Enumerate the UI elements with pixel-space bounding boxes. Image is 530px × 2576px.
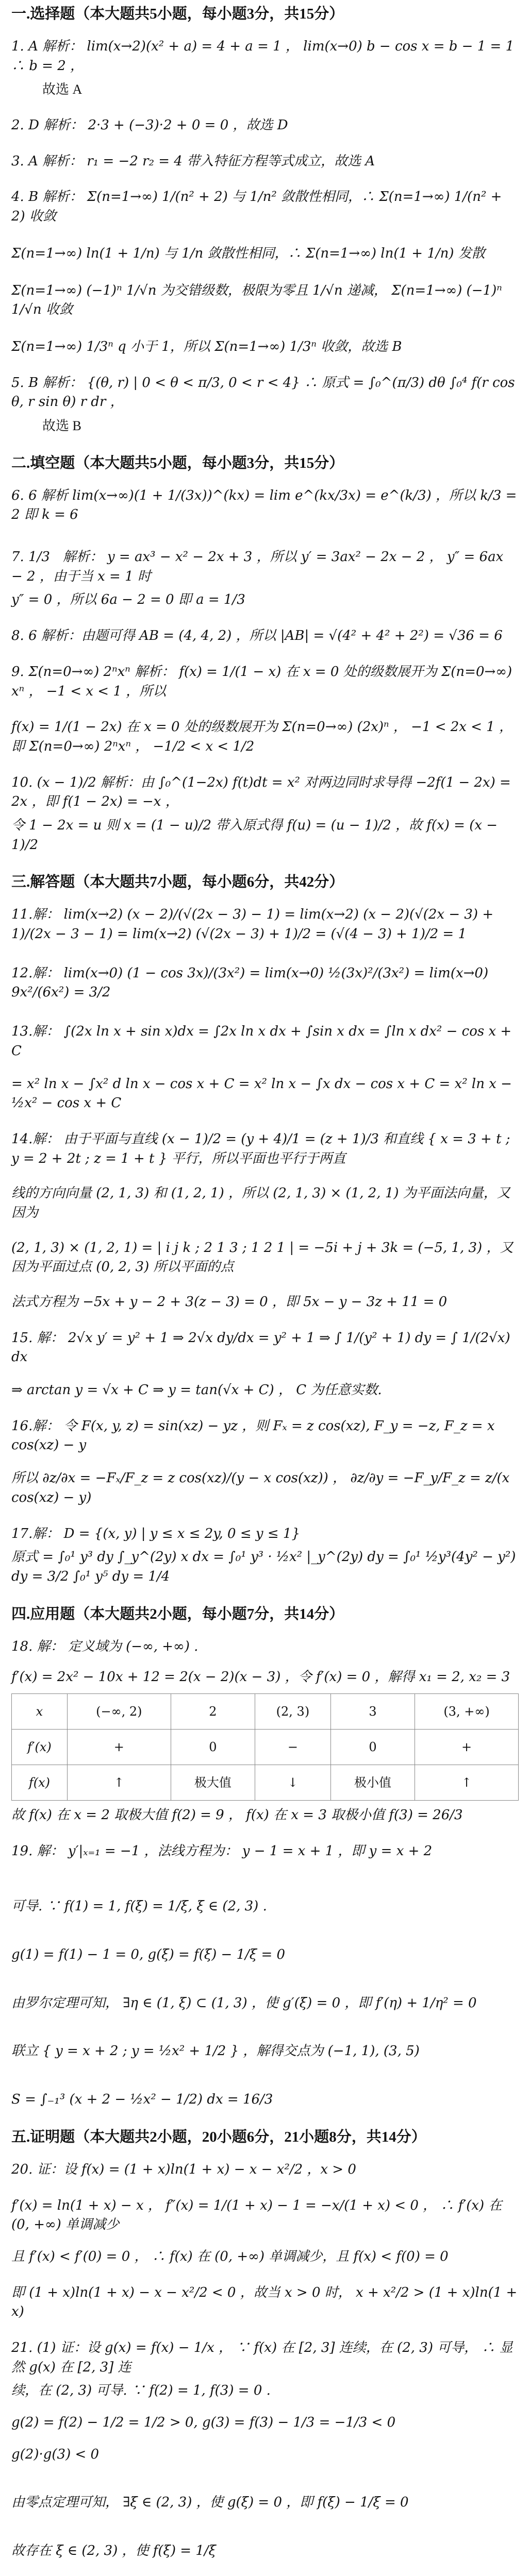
table-cell: (3, +∞) <box>415 1694 519 1730</box>
answer-20-line-2: f′(x) = ln(1 + x) − x ， f″(x) = 1/(1 + x) − 1 = −x/(1 + x) < 0 ， ∴ f′(x) 在 (0, +∞) 单调减少 <box>11 2197 502 2233</box>
answer-9 <box>11 663 519 757</box>
answer-12 <box>11 964 519 1003</box>
answer-21-line-3: g(2) = f(2) − 1/2 = 1/2 > 0, g(3) = f(3) − 1/3 = −1/3 < 0 <box>11 2415 396 2431</box>
table-cell: + <box>415 1730 519 1765</box>
answer-4-line-3: Σ(n=1→∞) (−1)ⁿ 1/√n 为交错级数，极限为零且 1/√n 递减， Σ(n=1→∞) (−1)ⁿ 1/√n 收敛 <box>11 282 502 318</box>
answer-17-line-1: 17.解： D = {(x, y) | y ≤ x ≤ 2y, 0 ≤ y ≤ 1} <box>11 1526 301 1541</box>
monotonicity-table <box>11 1693 519 1801</box>
section-heading-choice: 一.选择题（本大题共5小题，每小题3分，共15分） <box>11 6 344 22</box>
answer-6-line: 6. 6 解析 lim(x→∞)(1 + 1/(3x))^(kx) = lim e^(kx/3x) = e^(k/3) ，所以 k/3 = 2 即 k = 6 <box>11 487 517 523</box>
answer-18-line-1: 18. 解： 定义域为 (−∞, +∞) . <box>11 1638 198 1654</box>
answer-21-line-6: 故存在 ξ ∈ (2, 3) ，使 f(ξ) = 1/ξ <box>11 2543 216 2559</box>
answer-1-choice: 故选 A <box>42 82 82 97</box>
answer-21-line-5: 由零点定理可知， ∃ξ ∈ (2, 3) ，使 g(ξ) = 0 ，即 f(ξ) − 1/ξ = 0 <box>11 2495 409 2511</box>
answer-10-line-1: 10. (x − 1)/2 解析：由 ∫₀^(1−2x) f(t)dt = x² 对两边同时求导得 −2f(1 − 2x) = 2x ，即 f(1 − 2x) = −x ， <box>11 774 511 810</box>
answer-8-line: 8. 6 解析：由题可得 AB = (4, 4, 2) ，所以 |AB| = √(4² + 4² + 2²) = √36 = 6 <box>11 628 503 644</box>
answer-18-line-3: 故 f(x) 在 x = 2 取极大值 f(2) = 9 ， f(x) 在 x = 3 取极小值 f(3) = 26/3 <box>11 1807 463 1823</box>
answer-18-line-2: f′(x) = 2x² − 10x + 12 = 2(x − 2)(x − 3) ，令 f′(x) = 0 ，解得 x₁ = 2, x₂ = 3 <box>11 1669 510 1685</box>
answer-14-line-1: 14.解： 由于平面与直线 (x − 1)/2 = (y + 4)/1 = (z + 1)/3 和直线 { x = 3 + t ; y = 2 + 2t ; z = 1 + t } 平行，所以平面也平行于两直 <box>11 1131 510 1166</box>
table-cell: 2 <box>171 1694 255 1730</box>
table-cell: x <box>12 1694 68 1730</box>
answer-5-line: 5. B 解析： {(θ, r) | 0 < θ < π/3, 0 < r < 4} ∴ 原式 = ∫₀^(π/3) dθ ∫₀⁴ f(r cos θ, r sin θ) r dr ， <box>11 375 515 410</box>
answer-15-line-2: ⇒ arctan y = √x + C ⇒ y = tan(√x + C) ， C 为任意实数. <box>11 1382 382 1398</box>
table-cell: 极小值 <box>330 1765 415 1801</box>
answer-16-line-1: 16.解： 令 F(x, y, z) = sin(xz) − yz ，则 Fₓ = z cos(xz), F_y = −z, F_z = x cos(xz) − y <box>11 1418 495 1453</box>
answer-8 <box>11 626 519 646</box>
answer-1-line: 1. A 解析： lim(x→2)(x² + a) = 4 + a = 1 ， lim(x→0) b − cos x = b − 1 = 1 ∴ b = 2 ， <box>11 39 515 74</box>
table-cell: 0 <box>330 1730 415 1765</box>
answer-13-line-1: 13.解： ∫(2x ln x + sin x)dx = ∫2x ln x dx + ∫sin x dx = ∫ln x dx² − cos x + C <box>11 1024 512 1059</box>
answer-13-line-2: = x² ln x − ∫x² d ln x − cos x + C = x² ln x − ∫x dx − cos x + C = x² ln x − ½x² − cos x + C <box>11 1076 512 1111</box>
table-cell: − <box>255 1730 330 1765</box>
answer-19-line-5: 联立 { y = x + 2 ; y = ½x² + 1/2 } ，解得交点为 (−1, 1), (3, 5) <box>11 2043 420 2059</box>
answer-18 <box>11 1637 519 1825</box>
answer-20-line-4: 即 (1 + x)ln(1 + x) − x − x²/2 < 0 ，故当 x > 0 时， x + x²/2 > (1 + x)ln(1 + x) <box>11 2284 518 2320</box>
answer-21-line-4: g(2)·g(3) < 0 <box>11 2446 100 2462</box>
answer-21 <box>11 2338 519 2576</box>
answer-9-line-1: 9. Σ(n=0→∞) 2ⁿxⁿ 解析： f(x) = 1/(1 − x) 在 x = 0 处的级数展开为 Σ(n=0→∞) xⁿ ， −1 < x < 1 ，所以 <box>11 664 512 699</box>
answer-10 <box>11 773 519 855</box>
answer-4-line-1: 4. B 解析： Σ(n=1→∞) 1/(n² + 2) 与 1/n² 敛散性相同，∴ Σ(n=1→∞) 1/(n² + 2) 收敛 <box>11 189 502 225</box>
answer-17 <box>11 1524 519 1587</box>
table-cell: ↑ <box>415 1765 519 1801</box>
answer-19-line-1: 19. 解： y′|ₓ₌₁ = −1 ，法线方程为： y − 1 = x + 1 ，即 y = x + 2 <box>11 1843 433 1859</box>
table-row-header <box>12 1694 519 1730</box>
answer-7 <box>11 548 519 610</box>
table-cell: f′(x) <box>12 1730 68 1765</box>
table-cell: ↑ <box>67 1765 171 1801</box>
answer-7-value: 1/3 <box>28 549 50 565</box>
answer-20 <box>11 2160 519 2322</box>
answer-3-line: 3. A 解析： r₁ = −2 r₂ = 4 带入特征方程等式成立，故选 A <box>11 153 375 169</box>
answer-19-line-3: g(1) = f(1) − 1 = 0, g(ξ) = f(ξ) − 1/ξ = 0 <box>11 1947 286 1963</box>
table-cell: + <box>67 1730 171 1765</box>
answer-10-line-2: 令 1 − 2x = u 则 x = (1 − u)/2 带入原式得 f(u) = (u − 1)/2 ，故 f(x) = (x − 1)/2 <box>11 817 498 853</box>
table-cell: 3 <box>330 1694 415 1730</box>
answer-7-line-2: y″ = 0 ，所以 6a − 2 = 0 即 a = 1/3 <box>11 592 245 608</box>
answer-12-line: 12.解： lim(x→0) (1 − cos 3x)/(3x²) = lim(x→0) ½(3x)²/(3x²) = lim(x→0) 9x²/(6x²) = 3/2 <box>11 965 489 1001</box>
section-heading-solve: 三.解答题（本大题共7小题，每小题6分，共42分） <box>11 874 344 891</box>
answer-4-line-4: Σ(n=1→∞) 1/3ⁿ q 小于 1，所以 Σ(n=1→∞) 1/3ⁿ 收敛，故选 B <box>11 338 402 354</box>
answer-20-line-1: 20. 证：设 f(x) = (1 + x)ln(1 + x) − x − x²/2 ，x > 0 <box>11 2161 356 2177</box>
answer-14-line-2: 线的方向向量 (2, 1, 3) 和 (1, 2, 1) ，所以 (2, 1, 3) × (1, 2, 1) 为平面法向量，又因为 <box>11 1185 510 1221</box>
answer-15 <box>11 1329 519 1400</box>
table-cell: (2, 3) <box>255 1694 330 1730</box>
answer-19 <box>11 1842 519 2110</box>
table-cell: (−∞, 2) <box>67 1694 171 1730</box>
table-row-derivative <box>12 1730 519 1765</box>
answer-9-line-2: f(x) = 1/(1 − 2x) 在 x = 0 处的级数展开为 Σ(n=0→∞) (2x)ⁿ ， −1 < 2x < 1 ，即 Σ(n=0→∞) 2ⁿxⁿ ， −1/2 < x < 1/2 <box>11 719 513 754</box>
answer-15-line-1: 15. 解： 2√x y′ = y² + 1 ⇒ 2√x dy/dx = y² + 1 ⇒ ∫ 1/(y² + 1) dy = ∫ 1/(2√x) dx <box>11 1330 510 1365</box>
answer-4 <box>11 188 519 357</box>
answer-20-line-3: 且 f′(x) < f′(0) = 0 ， ∴ f(x) 在 (0, +∞) 单调减少，且 f(x) < f(0) = 0 <box>11 2248 449 2264</box>
answer-16 <box>11 1417 519 1508</box>
answer-19-line-6: S = ∫₋₁³ (x + 2 − ½x² − 1/2) dx = 16/3 <box>11 2092 273 2108</box>
table-row-function <box>12 1765 519 1801</box>
table-cell: 极大值 <box>171 1765 255 1801</box>
table-cell: 0 <box>171 1730 255 1765</box>
answer-2-line: 2. D 解析： 2·3 + (−3)·2 + 0 = 0 ，故选 D <box>11 117 288 133</box>
answer-13 <box>11 1022 519 1113</box>
answer-3 <box>11 152 519 172</box>
answer-16-line-2: 所以 ∂z/∂x = −Fₓ/F_z = z cos(xz)/(y − x cos(xz)) ， ∂z/∂y = −F_y/F_z = z/(x cos(xz) − y) <box>11 1470 510 1505</box>
answer-21-line-1: 21. (1) 证：设 g(x) = f(x) − 1/x ， ∵ f(x) 在 [2, 3] 连续，在 (2, 3) 可导， ∴ 显然 g(x) 在 [2, 3] 连 <box>11 2340 513 2375</box>
answer-14-line-4: 法式方程为 −5x + y − 2 + 3(z − 3) = 0 ，即 5x − y − 3z + 11 = 0 <box>11 1294 448 1310</box>
answer-17-line-2: 原式 = ∫₀¹ y³ dy ∫_y^(2y) x dx = ∫₀¹ y³ · ½x² |_y^(2y) dy = ∫₀¹ ½y³(4y² − y²) dy = 3/2 ∫₀¹ y⁵ dy = 1/4 <box>11 1549 516 1584</box>
answer-11-line: 11.解： lim(x→2) (x − 2)/(√(2x − 3) − 1) = lim(x→2) (x − 2)(√(2x − 3) + 1)/(2x − 3 − 1) = lim(x→2) (√(2x − 3) + 1)/2 = (√(4 − 3) + 1)/2 = 1 <box>11 907 494 942</box>
answer-4-line-2: Σ(n=1→∞) ln(1 + 1/n) 与 1/n 敛散性相同，∴ Σ(n=1→∞) ln(1 + 1/n) 发散 <box>11 245 485 261</box>
answer-5-choice: 故选 B <box>42 418 81 433</box>
answer-6 <box>11 486 519 525</box>
answer-14-line-3: (2, 1, 3) × (1, 2, 1) = | i j k ; 2 1 3 ; 1 2 1 | = −5i + j + 3k = (−5, 1, 3) ，又因为平面过点 (0, 2, 3) 所以平面的点 <box>11 1240 514 1275</box>
section-heading-application: 四.应用题（本大题共2小题，每小题7分，共14分） <box>11 1605 344 1622</box>
answer-14 <box>11 1130 519 1312</box>
answer-7-analysis: 解析： y = ax³ − x² − 2x + 3 ，所以 y′ = 3ax² − 2x − 2 ， y″ = 6ax − 2 ，由于当 x = 1 时 <box>11 549 504 584</box>
answer-1 <box>11 37 519 99</box>
answer-5 <box>11 374 519 436</box>
table-cell: f(x) <box>12 1765 68 1801</box>
section-heading-fill: 二.填空题（本大题共5小题，每小题3分，共15分） <box>11 454 344 471</box>
answer-21-line-2: 续，在 (2, 3) 可导. ∵ f(2) = 1, f(3) = 0 . <box>11 2383 271 2399</box>
answer-7-line-1 <box>11 548 519 586</box>
answer-19-line-2: 可导. ∵ f(1) = 1, f(ξ) = 1/ξ, ξ ∈ (2, 3) . <box>11 1899 267 1914</box>
answer-7-number: 7. <box>11 549 29 565</box>
section-heading-proof: 五.证明题（本大题共2小题，20小题6分，21小题8分，共14分） <box>11 2128 426 2145</box>
table-cell: ↓ <box>255 1765 330 1801</box>
answer-11 <box>11 905 519 944</box>
answer-19-line-4: 由罗尔定理可知， ∃η ∈ (1, ξ) ⊂ (1, 3) ，使 g′(ξ) = 0 ，即 f′(η) + 1/η² = 0 <box>11 1995 477 2011</box>
answer-2 <box>11 116 519 135</box>
